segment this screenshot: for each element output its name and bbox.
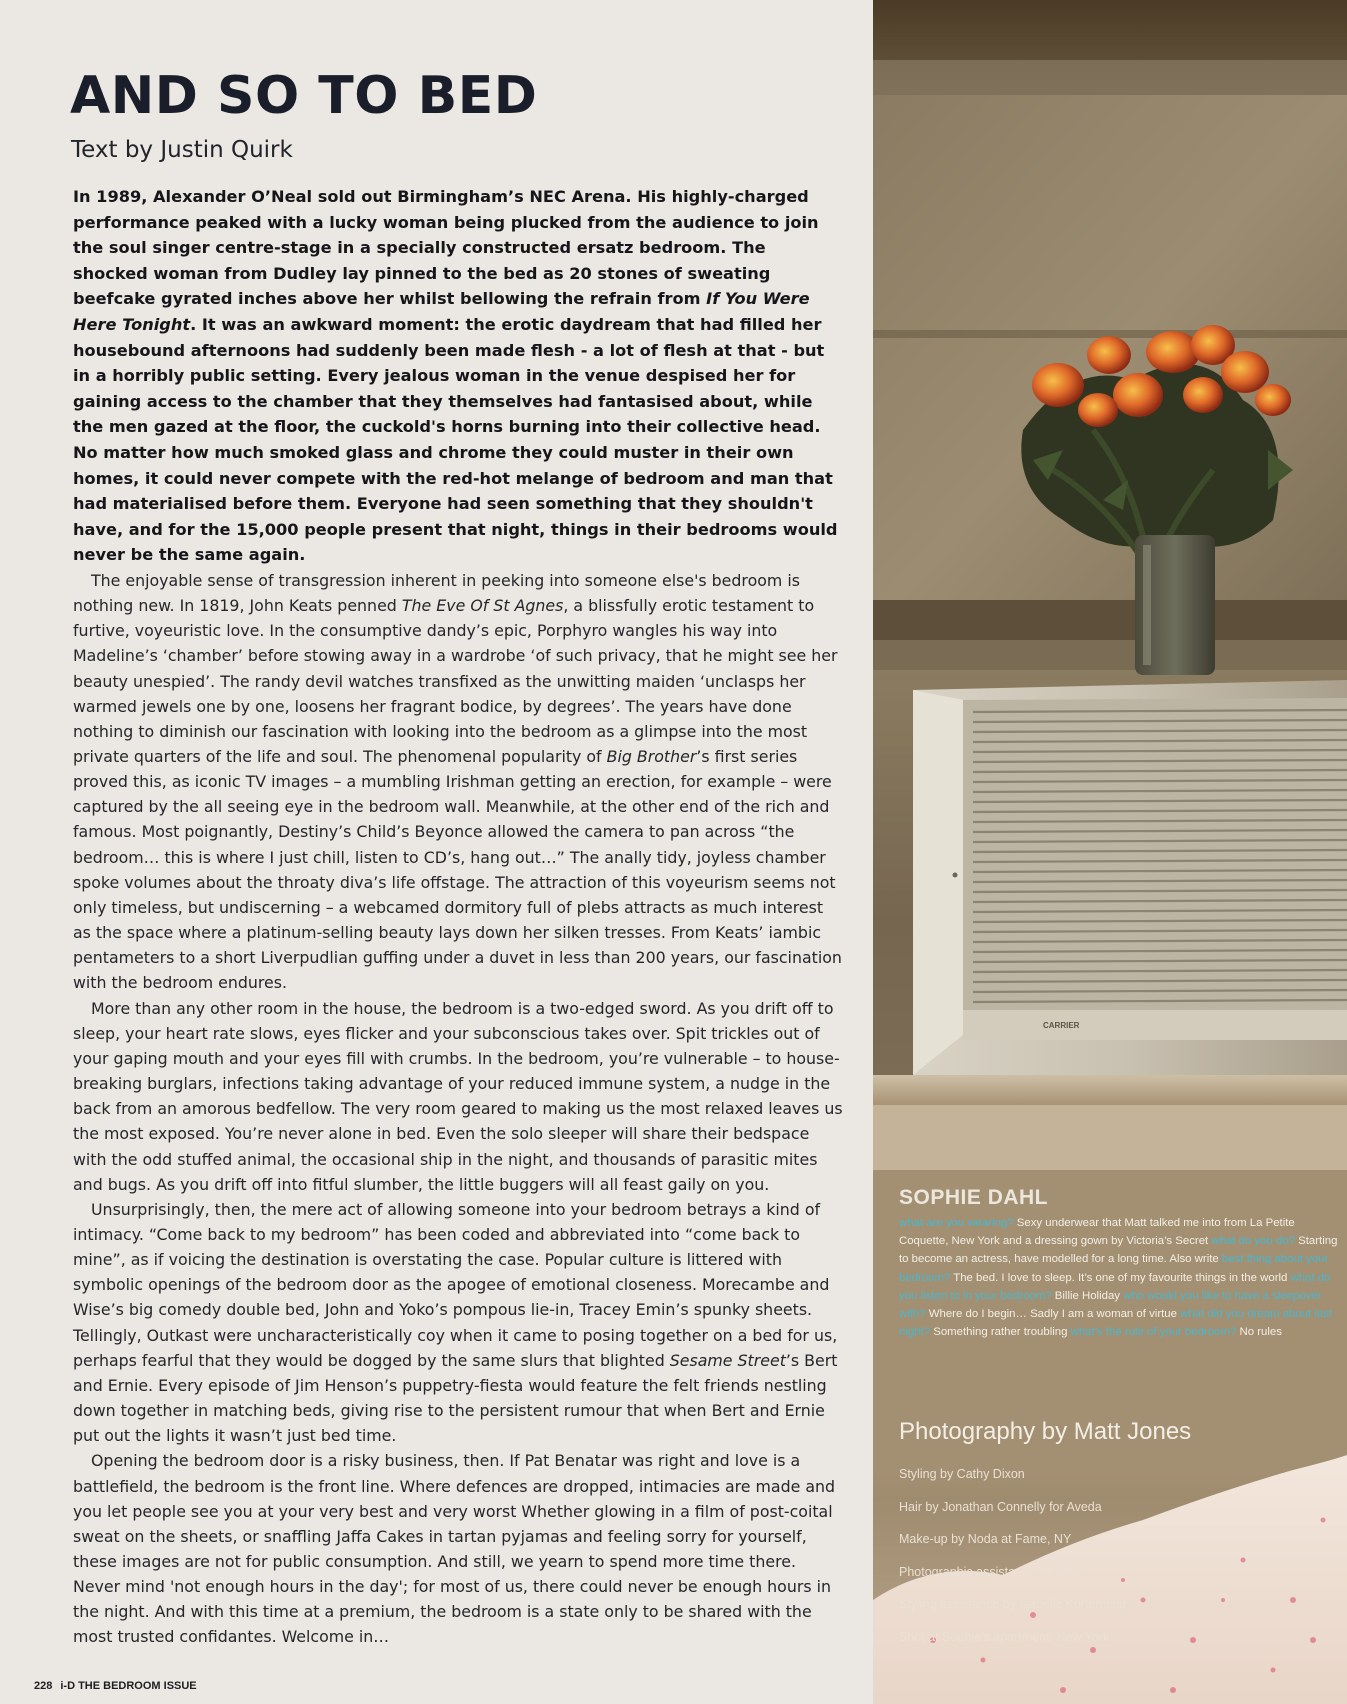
qa-question: best thing about your bedroom? bbox=[899, 1253, 1329, 1284]
qa-answer: Sexy underwear that Matt talked me into from La Petite Coquette, New York and a dressing gown by Victoria’s Secret bbox=[899, 1217, 1295, 1248]
para-2-text-b: , a blissfully erotic testament to furtive, voyeuristic love. In the consumptive dandy’s epic, Porphyro wangles his way into Madeline’s ‘chamber’ before stowing away in a wardrobe ‘of such privacy, that he might see her beauty unespied’. The randy devil watches transfixed as the unwitting maiden ‘unclasps her warmed jewels one by one, loosens her fragrant bodice, by degrees’. The years have done nothing to diminish our fascination with looking into the bedroom as a glimpse into the most private quarters of the life and soul. The phenomenal popularity of bbox=[73, 596, 838, 766]
photography-credit: Photography by Matt Jones bbox=[899, 1418, 1192, 1445]
para-4-text-b: ’s Bert and Ernie. Every episode of Jim Henson’s puppetry-fiesta would feature the felt friends nestling down together in matching beds, giving rise to the persistent rumour that when Bert and Ernie put out the lights it wasn’t just bed time. bbox=[73, 1350, 838, 1446]
air-conditioner bbox=[913, 680, 1347, 1080]
qa-question: who would you like to have a sleepover with? bbox=[899, 1289, 1322, 1321]
para-4-text-a: Unsurprisingly, then, the mere act of allowing someone into your bedroom betrays a kind of intimacy. “Come back to my bedroom” has been coded and abbreviated into “come back to mine”, as if voicing the destination is overstating the case. Popular culture is littered with symbolic openings of the bedroom door as the apogee of emotional closeness. Morecambe and Wise’s big comedy double bed, John and Yoko’s pompous lie-in, Tracey Emin’s spunky sheets. Tellingly, Outkast were uncharacteristically coy when it came to posing together on a bed for us, perhaps fearful that they would be dogged by the same slurs that blighted bbox=[73, 1199, 838, 1370]
ac-brand-label: CARRIER bbox=[1043, 1021, 1080, 1030]
photograph bbox=[873, 0, 1347, 1704]
qa-question: what are you wearing? bbox=[899, 1217, 1014, 1229]
article-body bbox=[73, 184, 843, 1650]
qa-question: what did you dream about last night? bbox=[899, 1308, 1333, 1339]
issue-title: i-D THE BEDROOM ISSUE bbox=[60, 1680, 197, 1692]
qa-question: what do you listen to in your bedroom? bbox=[899, 1271, 1331, 1302]
credits-list bbox=[899, 1458, 1127, 1653]
qa-answer: Billie Holiday bbox=[1054, 1289, 1120, 1302]
credit-item: Shot at Sophie’s apartment, New York bbox=[899, 1629, 1110, 1644]
lede-text-1: In 1989, Alexander O’Neal sold out Birmingham’s NEC Arena. His highly-charged performance peaked with a lucky woman being plucked from the audience to join the soul singer centre-stage in a specially constructed ersatz bedroom. The shocked woman from Dudley lay pinned to the bed as 20 stones of sweating beefcake gyrated inches above her whilst bellowing the refrain from bbox=[73, 187, 819, 309]
show-title: Big Brother bbox=[606, 747, 697, 766]
qa-answer: The bed. I love to sleep. It’s one of my favourite things in the world bbox=[953, 1271, 1288, 1284]
byline: Text by Justin Quirk bbox=[71, 137, 293, 163]
qa-answer: Starting to become an actress, have modelled for a long time. Also write bbox=[899, 1235, 1338, 1266]
poem-title: The Eve Of St Agnes bbox=[401, 596, 564, 616]
para-2-text-c: ’s first series proved this, as iconic TV images – a mumbling Irishman getting an erection, for example – were captured by the all seeing eye in the bedroom wall. Meanwhile, at the other end of the rich and famous. Most poignantly, Destiny’s Child’s Beyonce allowed the camera to pan across “the bedroom… this is where I just chill, listen to CD’s, hang out…” The anally tidy, joyless chamber spoke volumes about the throaty diva’s life offstage. The attraction of this voyeurism seems not only timeless, but undiscerning – a webcamed dormitory full of plebs attracts as much interest as the space where a platinum-selling beauty lays down her silken tresses. From Keats’ iambic pentameters to a short Liverpudlian guffing under a duvet in less than 200 years, our fascination with the bedroom endures. bbox=[73, 747, 842, 993]
qa-answer: Something rather troubling bbox=[933, 1326, 1068, 1339]
qa-answer: No rules bbox=[1239, 1326, 1282, 1339]
credit-item: Styling assistance by Isabelle Kortemeier bbox=[899, 1597, 1127, 1611]
body-paragraph bbox=[73, 568, 843, 996]
qa-question: what’s the rule of your bedroom? bbox=[1070, 1326, 1237, 1339]
body-paragraph: Opening the bedroom door is a risky business, then. If Pat Benatar was right and love is a battlefield, the bedroom is the front line. Where defences are dropped, intimacies are made and you let people see you at your very best and very worst Whether glowing in a film of post-coital sweat on the sheets, or snaffling Jaffa Cakes in tartan pyjamas and feeling sorry for yourself, these images are not for public consumption. And still, we yearn to spend more time there. Never mind 'not enough hours in the day'; for most of us, there could never be enough hours in the night. And with this time at a premium, the bedroom is a state only to be shared with the most trusted confidantes. Welcome in… bbox=[73, 1451, 836, 1647]
body-paragraph: More than any other room in the house, the bedroom is a two-edged sword. As you drift off to sleep, your heart rate slows, eyes flicker and your subconscious takes over. Spit trickles out of your gaping mouth and your eyes fill with crumbs. In the bedroom, you’re vulnerable – to house-breaking burglars, infections taking advantage of your reduced immune system, a nudge in the back from an amorous bedfellow. The very room geared to making us the most relaxed leaves us the most exposed. You’re never alone in bed. Even the solo sleeper will share their bedspace with the odd stuffed animal, the occasional ship in the night, and thousands of parasitic mites and bugs. As you drift off into fitful slumber, the little buggers will all feast gaily on you. bbox=[73, 998, 843, 1194]
credit-item: Make-up by Noda at Fame, NY bbox=[899, 1532, 1072, 1546]
page-number: 228 bbox=[34, 1680, 53, 1692]
qa-question: what do you do? bbox=[1211, 1235, 1295, 1248]
lede-paragraph bbox=[73, 184, 843, 568]
para-2-text-a: The enjoyable sense of transgression inherent in peeking into someone else's bedroom is nothing new. In 1819, John Keats penned bbox=[73, 570, 800, 616]
credit-item: Photographic assistance by Brian bbox=[899, 1564, 1085, 1579]
song-title: If You Were Here Tonight bbox=[73, 289, 810, 334]
body-paragraph bbox=[73, 1197, 843, 1449]
show-title: Sesame Street bbox=[669, 1350, 786, 1370]
lede-text-2: . It was an awkward moment: the erotic daydream that had filled her housebound afternoons had suddenly been made flesh - a lot of flesh at that - but in a horribly public setting. Every jealous woman in the venue despised her for gaining access to the chamber that they themselves had fantasised about, while the men gazed at the floor, the cuckold's horns burning into their collective head. No matter how much smoked glass and chrome they could muster in their own homes, it could never compete with the red-hot melange of bedroom and man that had materialised before them. Everyone had seen something that they shouldn't have, and for the 15,000 people present that night, things in their bedrooms would never be the same again. bbox=[73, 314, 838, 565]
headline: AND SO TO BED bbox=[70, 66, 538, 126]
bedroom-photo bbox=[873, 0, 1347, 1704]
qa-answer: Where do I begin… Sadly I am a woman of virtue bbox=[928, 1308, 1177, 1321]
subject-name: SOPHIE DAHL bbox=[899, 1186, 1049, 1209]
credit-item: Styling by Cathy Dixon bbox=[899, 1467, 1025, 1481]
qa-text bbox=[899, 1214, 1339, 1341]
credit-item: Hair by Jonathan Connelly for Aveda bbox=[899, 1499, 1102, 1514]
page-folio bbox=[34, 1680, 205, 1692]
caption-block bbox=[899, 1186, 1339, 1341]
